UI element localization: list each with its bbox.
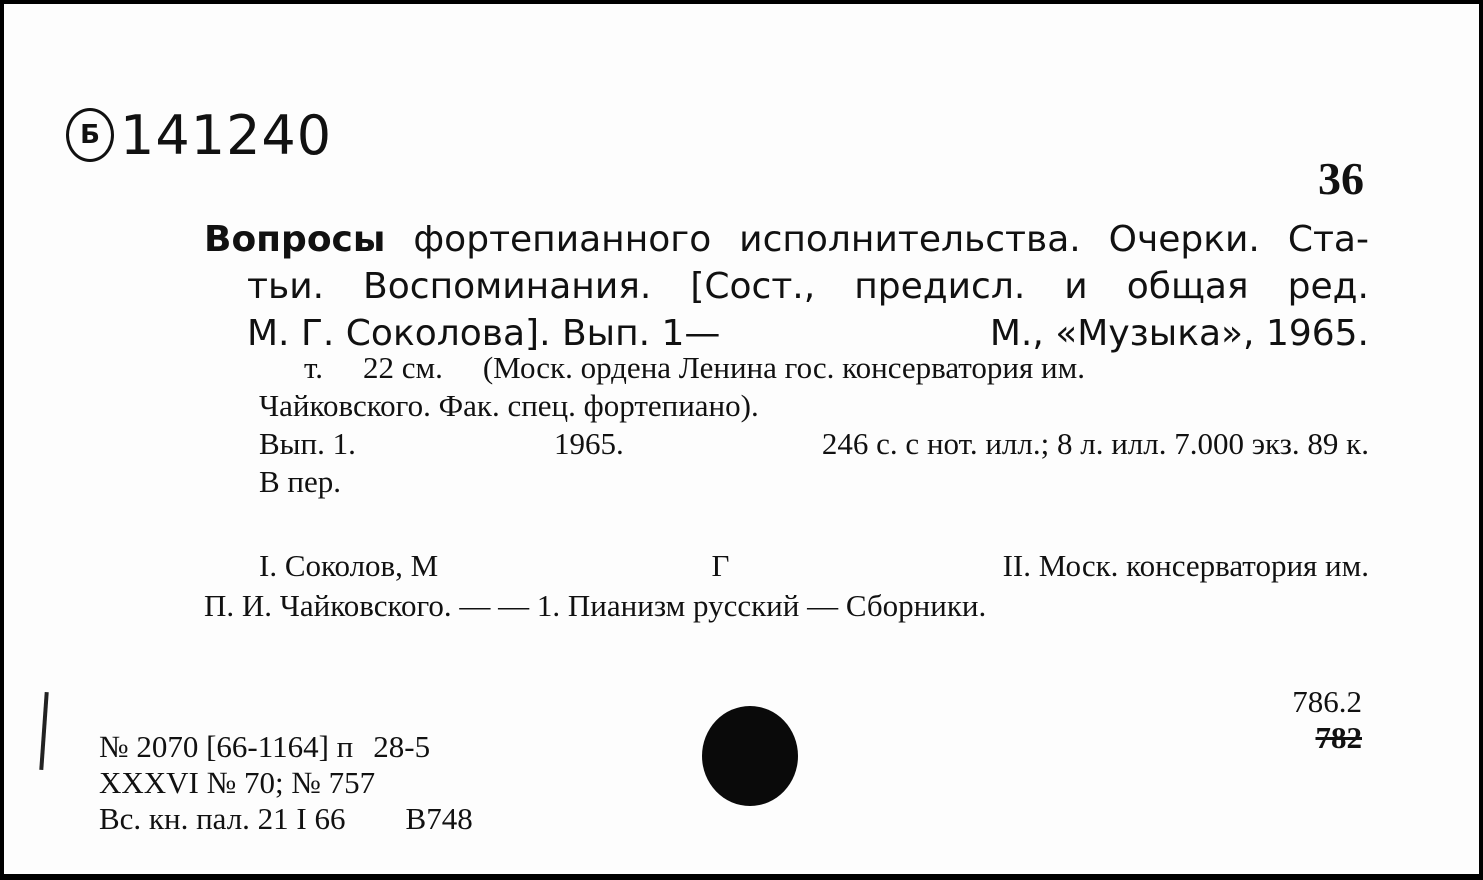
entry-word: [Сост.,: [690, 266, 816, 307]
tracing-text: II. Моск. консерватория им.: [1002, 548, 1369, 583]
inventory-stamp: [66, 104, 332, 166]
collation-line-4: [259, 463, 1369, 501]
tracing-line-1: [204, 546, 1369, 586]
inventory-number: 141240: [120, 103, 333, 167]
udc-block: [1292, 684, 1362, 756]
tracing-text: I. Соколов, М: [259, 548, 439, 583]
imprint-line-1: [99, 729, 473, 765]
tracing-text: П. И. Чайковского. — — 1. Пианизм русский — Сборники.: [204, 588, 987, 623]
imprint-line-2: [99, 765, 473, 801]
entry-segment: М. Г. Соколова]. Вып. 1—: [247, 313, 721, 354]
imprint-text: Вс. кн. пал. 21 I 66: [99, 801, 346, 836]
entry-word: фортепианного: [413, 219, 712, 260]
imprint-text: № 2070 [66-1164] п: [99, 729, 354, 764]
imprint-text: В748: [405, 801, 473, 836]
imprint-line-3: [99, 801, 473, 837]
imprint-text: XXXVI № 70; № 757: [99, 765, 376, 800]
collation-text: 246 с. с нот. илл.; 8 л. илл. 7.000 экз. 89 к.: [821, 426, 1369, 461]
entry-word: Ста-: [1287, 219, 1369, 260]
publication-entry: [204, 216, 1369, 357]
card-edge-mark: [39, 692, 48, 770]
entry-word: предисл.: [854, 266, 1026, 307]
collation-text: т.: [304, 350, 323, 385]
collation-text: (Моск. ордена Ленина гос. консерватория им.: [482, 350, 1085, 385]
tracing-text: Г: [711, 548, 730, 583]
binding-note: В пер.: [259, 464, 342, 499]
collation-text: Чайковского. Фак. спец. фортепиано).: [259, 388, 759, 423]
card-punch-hole: [702, 706, 798, 806]
tracings: [204, 546, 1369, 626]
collation-text: 22 см.: [362, 350, 443, 385]
udc-crossed-number: 782: [1315, 720, 1362, 755]
entry-line-2: [204, 263, 1369, 310]
imprint-text: 28-5: [373, 729, 431, 764]
collation-text: Вып. 1.: [259, 426, 356, 461]
entry-line-1: [204, 216, 1369, 263]
collation-block: [259, 349, 1369, 501]
entry-word: Очерки.: [1108, 219, 1260, 260]
entry-word: тьи.: [247, 266, 325, 307]
entry-word: Воспоминания.: [363, 266, 652, 307]
entry-word: общая: [1126, 266, 1249, 307]
tracing-line-2: [204, 586, 1369, 626]
entry-word: ред.: [1287, 266, 1369, 307]
collation-line-1: [259, 349, 1369, 387]
collation-line-3: [259, 425, 1369, 463]
shelf-mark: 36: [1318, 153, 1364, 204]
udc-number: 786.2: [1292, 684, 1362, 719]
imprint-block: [99, 729, 473, 837]
entry-segment: М., «Музыка», 1965.: [989, 313, 1369, 354]
title-lead-word: Вопросы: [204, 219, 386, 260]
collation-text: 1965.: [554, 426, 624, 461]
entry-word: исполнительства.: [739, 219, 1081, 260]
library-stamp-icon: Б: [66, 108, 114, 162]
collation-line-2: [259, 387, 1369, 425]
entry-word: и: [1064, 266, 1088, 307]
